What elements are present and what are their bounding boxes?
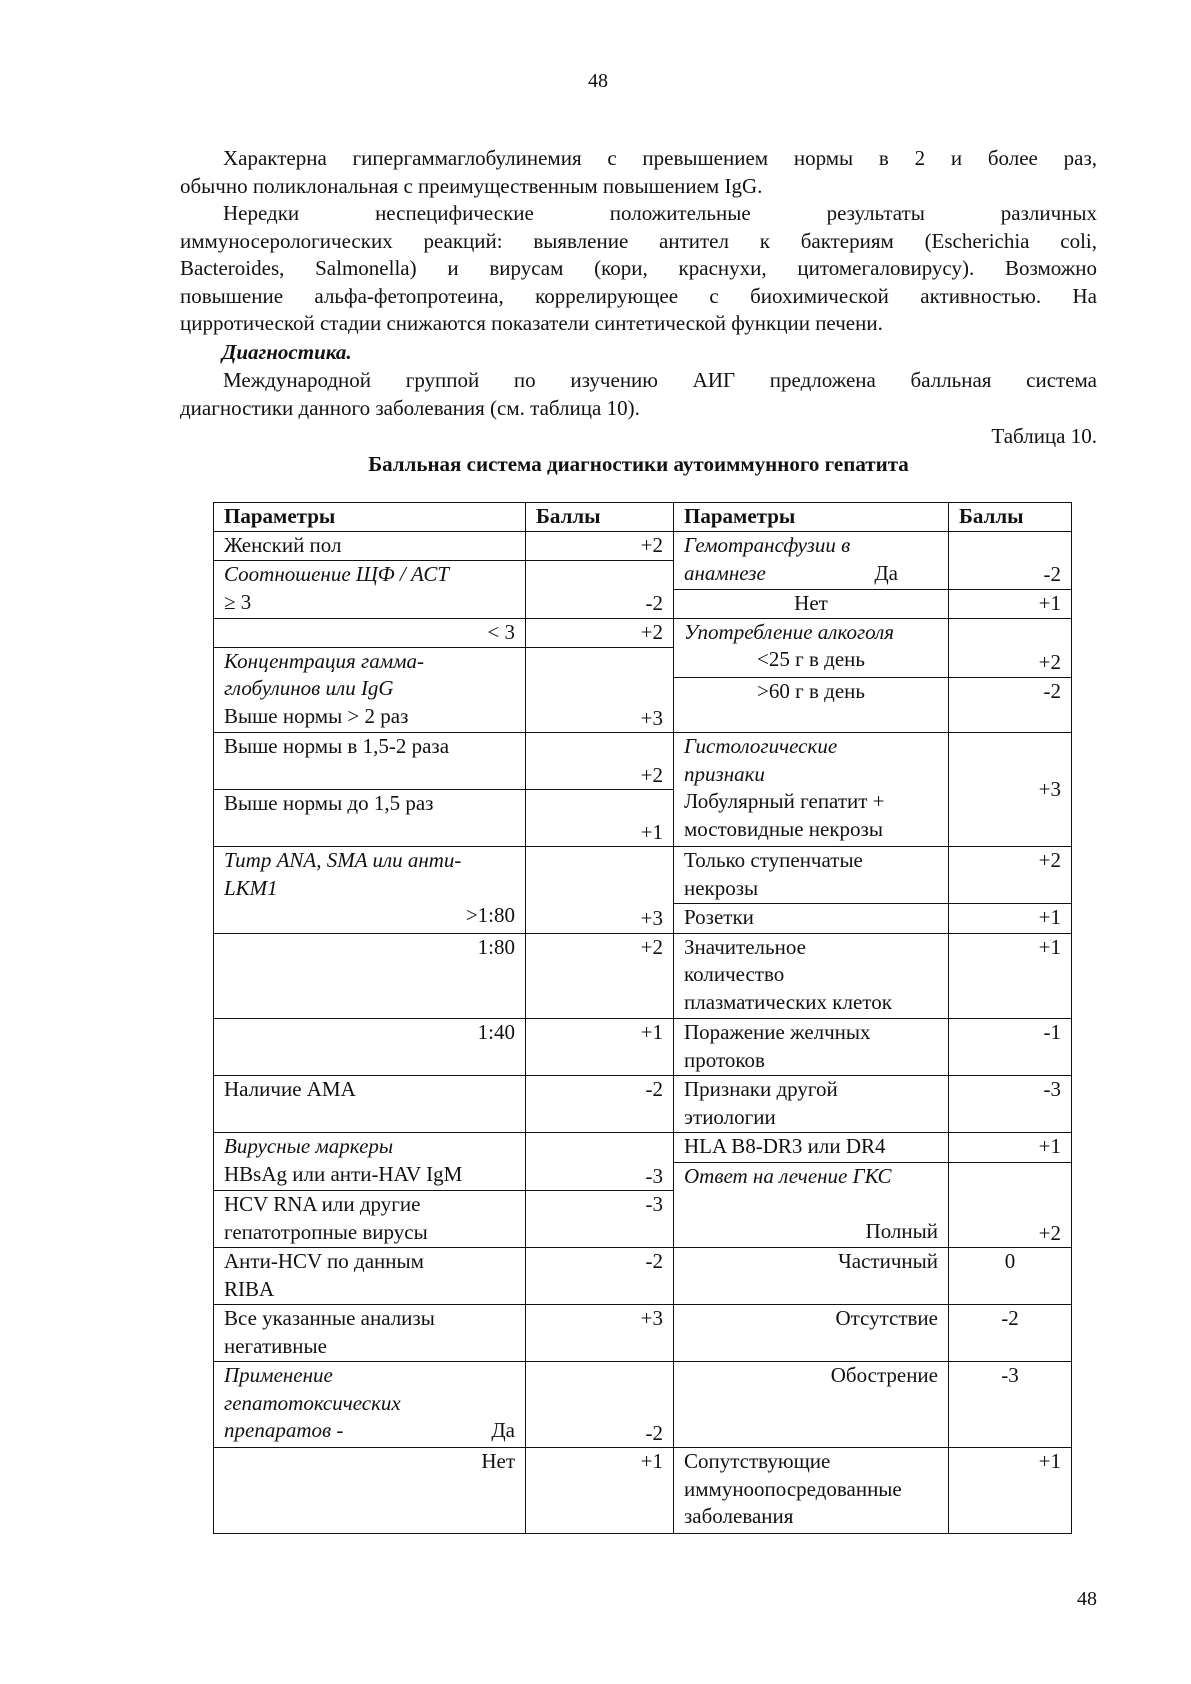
cell-ama-score: -2 [526,1076,674,1133]
cell-transfusion-yes-score: -2 [949,532,1072,590]
cell-female-score: +2 [526,532,674,561]
cell-lobular-score: +3 [949,733,1072,847]
cell-drugs-yes-score: -2 [526,1362,674,1448]
table-caption: Таблица 10. [991,424,1097,448]
section-heading-diagnostics: Диагностика. [222,340,352,364]
cell-gamma-lt15-score: +1 [526,790,674,847]
cell-plasma-score: +1 [949,933,1072,1019]
cell-absence-score: -2 [949,1305,1072,1362]
header-score-left: Баллы [526,503,674,532]
cell-gamma-15-2-score: +2 [526,733,674,790]
table-row [214,1248,1072,1305]
cell-gks-response: Ответ на лечение ГКС Полный [674,1162,949,1248]
cell-hla-score: +1 [949,1133,1072,1162]
cell-other-etiology-score: -3 [949,1076,1072,1133]
cell-titer-80-score: +2 [526,933,674,1019]
cell-hla: HLA B8-DR3 или DR4 [674,1133,949,1162]
cell-transfusion: Гемотрансфузии в анамнезе Да [674,532,949,590]
cell-viral-markers: Вирусные маркеры HBsAg или анти-HAV IgM [214,1133,526,1191]
cell-alcohol: Употребление алкоголя <25 г в день [674,618,949,677]
cell-gamma-15-2: Выше нормы в 1,5-2 раза [214,733,526,790]
paragraph-serology: Нередки неспецифические положительные результаты различных иммуносерологических реакций: выявление антител к бактериям (Escherichia coli, Bacteroides, Salmonella) и вирусам (кори, краснухи, цитомегаловирусу). Возможно повышение альфа-фетопротеина, коррелирующее с биохимической активностью. На цирротической стадии снижаются показатели синтетической функции печени. [180,201,1097,335]
table-row [214,1133,1072,1162]
cell-titer: Титр ANA, SMA или анти- LKM1 >1:80 [214,847,526,933]
table-row [214,618,1072,647]
cell-anti-hcv-score: -2 [526,1248,674,1305]
table-header-row [214,503,1072,532]
table-row [214,1305,1072,1362]
cell-ratio-lt3: < 3 [214,618,526,647]
cell-transfusion-no-score: +1 [949,589,1072,618]
cell-titer-40-score: +1 [526,1019,674,1076]
cell-ratio-lt3-score: +2 [526,618,674,647]
scoring-table [213,502,1072,1534]
cell-ratio: Соотношение ЩФ / АСТ ≥ 3 [214,561,526,619]
cell-stepwise-score: +2 [949,847,1072,904]
cell-hcv-rna: HCV RNA или другие гепатотропные вирусы [214,1191,526,1248]
table-row [214,1448,1072,1534]
paragraph-diagnostics: Международной группой по изучению АИГ предложена балльная система диагностики данного заболевания (см. таблица 10). [180,368,1097,420]
header-score-right: Баллы [949,503,1072,532]
cell-rosettes: Розетки [674,904,949,933]
cell-comorbid-score: +1 [949,1448,1072,1534]
cell-alcohol-gt60: >60 г в день [674,677,949,732]
cell-absence: Отсутствие [674,1305,949,1362]
cell-comorbid: Сопутствующие иммуноопосредованные заболевания [674,1448,949,1534]
cell-partial: Частичный [674,1248,949,1305]
header-parameters-left: Параметры [214,503,526,532]
cell-hepatotoxic-drugs: Применение гепатотоксических препаратов - Да [214,1362,526,1448]
cell-all-negative-score: +3 [526,1305,674,1362]
cell-ratio-ge3-score: -2 [526,561,674,619]
page-number-bottom: 48 [1077,1588,1097,1610]
cell-bile-ducts: Поражение желчных протоков [674,1019,949,1076]
table-row [214,532,1072,561]
header-parameters-right: Параметры [674,503,949,532]
cell-anti-hcv: Анти-HCV по данным RIBA [214,1248,526,1305]
cell-other-etiology: Признаки другой этиологии [674,1076,949,1133]
cell-hbsag-score: -3 [526,1133,674,1191]
cell-female: Женский пол [214,532,526,561]
cell-plasma: Значительное количество плазматических клеток [674,933,949,1019]
table-row [214,1076,1072,1133]
table-row [214,733,1072,790]
cell-gamma: Концентрация гамма- глобулинов или IgG Выше нормы > 2 раз [214,647,526,732]
cell-gamma-gt2-score: +3 [526,647,674,732]
cell-relapse-score: -3 [949,1362,1072,1448]
table-row [214,933,1072,1019]
paragraph-hypergamma: Характерна гипергаммаглобулинемия с превышением нормы в 2 и более раз, обычно поликлональная с преимущественным повышением IgG. [180,146,1097,198]
table-row [214,1019,1072,1076]
cell-alcohol-gt60-score: -2 [949,677,1072,732]
cell-relapse: Обострение [674,1362,949,1448]
table-title: Балльная система диагностики аутоиммунного гепатита [368,452,909,476]
cell-ama: Наличие AMA [214,1076,526,1133]
cell-rosettes-score: +1 [949,904,1072,933]
cell-transfusion-no: Нет [674,589,949,618]
page-number-top: 48 [588,70,608,92]
cell-titer-80: 1:80 [214,933,526,1019]
cell-all-negative: Все указанные анализы негативные [214,1305,526,1362]
cell-titer-gt80-score: +3 [526,847,674,933]
cell-bile-ducts-score: -1 [949,1019,1072,1076]
cell-histology: Гистологические признаки Лобулярный гепатит + мостовидные некрозы [674,733,949,847]
cell-gamma-lt15: Выше нормы до 1,5 раз [214,790,526,847]
table-row [214,1362,1072,1448]
cell-full-score: +2 [949,1162,1072,1248]
cell-hcv-rna-score: -3 [526,1191,674,1248]
cell-drugs-no-score: +1 [526,1448,674,1534]
cell-stepwise: Только ступенчатые некрозы [674,847,949,904]
cell-alcohol-lt25-score: +2 [949,618,1072,677]
table-row [214,847,1072,904]
cell-titer-40: 1:40 [214,1019,526,1076]
cell-partial-score: 0 [949,1248,1072,1305]
cell-drugs-no: Нет [214,1448,526,1534]
